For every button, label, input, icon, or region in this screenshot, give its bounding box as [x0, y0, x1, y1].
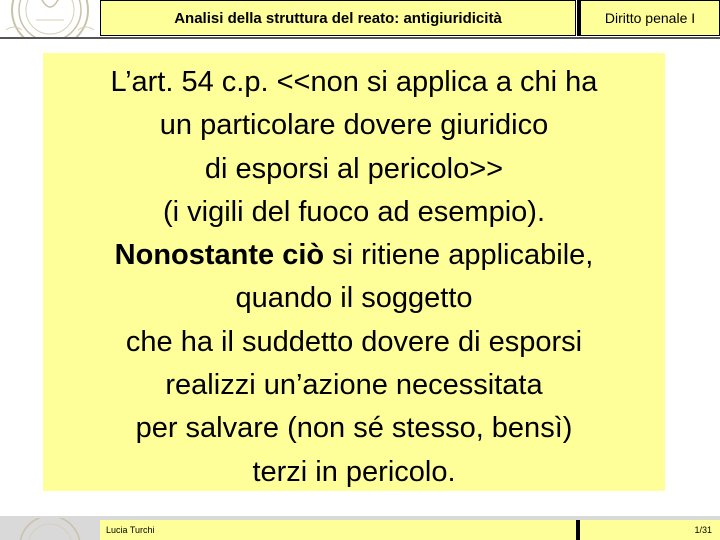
- footer-seal-logo: [0, 518, 100, 540]
- body-line: (i vigili del fuoco ad esempio).: [162, 195, 545, 228]
- body-line: per salvare (non sé stesso, bensì): [135, 412, 573, 445]
- body-line: L’art. 54 c.p. <<non si applica a chi ha: [110, 66, 598, 98]
- body-line: terzi in pericolo.: [252, 455, 456, 488]
- body-line: realizzi un’azione necessitata: [165, 369, 543, 402]
- body-line: che ha il suddetto dovere di esporsi: [125, 325, 583, 358]
- body-line: quando il soggetto: [235, 282, 473, 315]
- body-line-rest: si ritiene applicabile,: [324, 239, 594, 272]
- body-line: un particolare dovere giuridico: [159, 109, 549, 142]
- course-name: Diritto penale I: [577, 0, 720, 36]
- slide-body: [43, 53, 665, 491]
- footer-author: Lucia Turchi: [100, 520, 576, 540]
- slide-title: Analisi della struttura del reato: antigiuridicità: [100, 0, 576, 36]
- university-seal-logo: [0, 0, 100, 38]
- page-number: 1/31: [580, 520, 720, 540]
- body-line: di esporsi al pericolo>>: [204, 152, 504, 185]
- header-divider: [0, 37, 720, 39]
- emphasis-text: Nonostante ciò: [114, 239, 325, 272]
- body-line-emphasis: [43, 234, 665, 277]
